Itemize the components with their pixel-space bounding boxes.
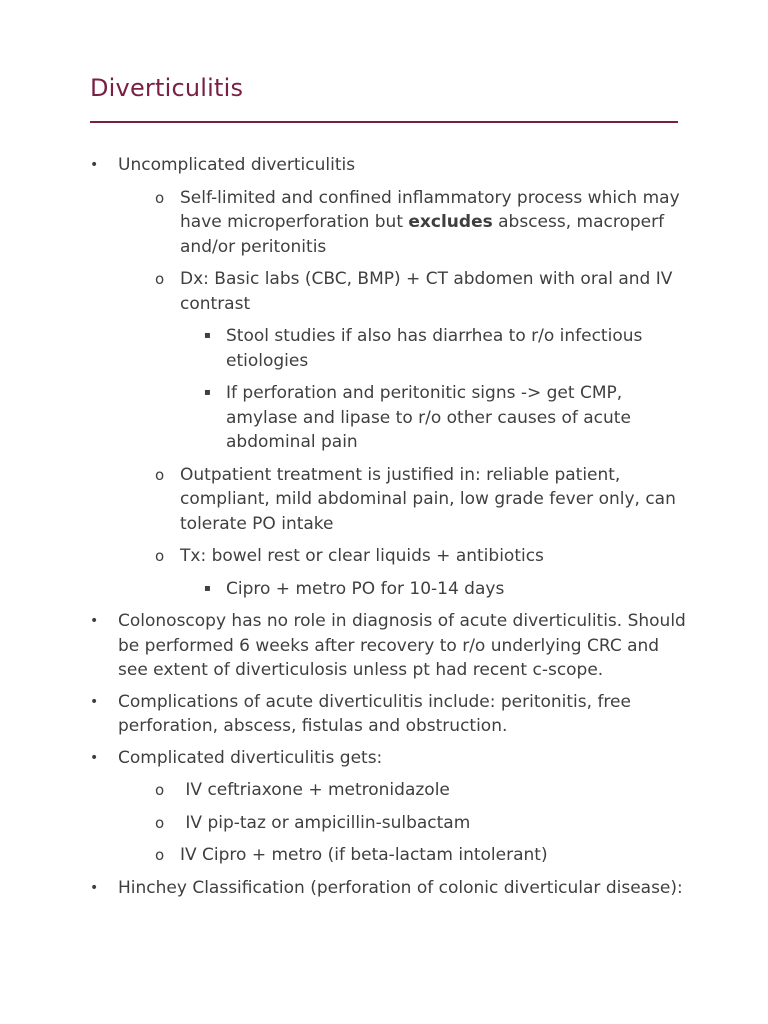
bullet-marker: • [90,749,99,766]
sublist-item-dx [155,267,690,455]
uncomplicated-sublist [118,186,690,602]
circle-marker: o [155,465,165,484]
square-marker: ▪ [204,582,211,594]
tx-sub-text: Cipro + metro PO for 10-14 days [226,578,505,599]
uncomplicated-heading: Uncomplicated diverticulitis [118,155,356,175]
list-item-hinchey [0,876,768,901]
circle-marker: o [155,547,165,565]
complicated-item-text: IV Cipro + metro (if beta-lactam intolerant) [180,845,548,865]
list-item-colonoscopy [0,609,768,683]
list-item-complicated [0,746,768,868]
dx-sub-text: If perforation and peritonitic signs -> get CMP, amylase and lipase to r/o other causes of acute abdominal pain [226,383,631,452]
complicated-sublist [118,778,690,868]
definition-text-end: abscess, macroperf and/or peritonitis [180,212,665,257]
list-item-uncomplicated [0,153,768,601]
complicated-item [155,843,690,868]
square-marker: ▪ [204,387,211,398]
circle-marker: o [155,813,165,832]
dx-sublist [180,324,690,455]
circle-marker: o [155,781,165,799]
page-title: Diverticulitis [90,74,244,102]
bullet-marker: • [90,613,99,629]
main-list [0,153,768,900]
circle-marker: o [155,270,165,288]
complicated-heading: Complicated diverticulitis gets: [118,747,383,768]
definition-text: Self-limited and confined inflammatory process which may have microperforation but [180,187,680,232]
circle-marker: o [155,188,165,207]
outpatient-text: Outpatient treatment is justified in: reliable patient, compliant, mild abdominal pain, low grade fever only, can tolerate PO intake [180,464,676,534]
title-divider [90,121,678,123]
complications-text: Complications of acute diverticulitis include: peritonitis, free perforation, abscess, fistulas and obstruction. [118,691,631,736]
sublist-item-outpatient [155,463,690,537]
complicated-item [155,778,690,803]
bullet-marker: • [90,693,99,710]
sublist-item-definition [155,186,690,260]
hinchey-text: Hinchey Classification (perforation of colonic diverticular disease): [118,877,683,898]
tx-text: Tx: bowel rest or clear liquids + antibiotics [180,546,544,566]
list-item-complications [0,690,768,739]
bullet-marker: • [90,879,99,896]
square-marker: ▪ [204,330,211,341]
complicated-item-text: IV pip-taz or ampicillin-sulbactam [180,812,471,833]
definition-emphasis: excludes [408,212,493,232]
circle-marker: o [155,846,165,864]
complicated-item-text: IV ceftriaxone + metronidazole [180,780,450,800]
complicated-item [155,811,690,836]
sublist-item-tx [155,544,690,601]
dx-text: Dx: Basic labs (CBC, BMP) + CT abdomen with oral and IV contrast [180,269,673,314]
dx-sub-text: Stool studies if also has diarrhea to r/o infectious etiologies [226,326,643,371]
bullet-marker: • [90,157,99,173]
dx-sub-item [204,324,690,373]
colonoscopy-text: Colonoscopy has no role in diagnosis of acute diverticulitis. Should be performed 6 weeks after recovery to r/o underlying CRC and see extent of diverticulosis unless pt had recent c-scope. [118,611,686,680]
dx-sub-item [204,381,690,455]
tx-sub-item [204,577,690,602]
document-body [0,153,768,907]
tx-sublist [180,577,690,602]
